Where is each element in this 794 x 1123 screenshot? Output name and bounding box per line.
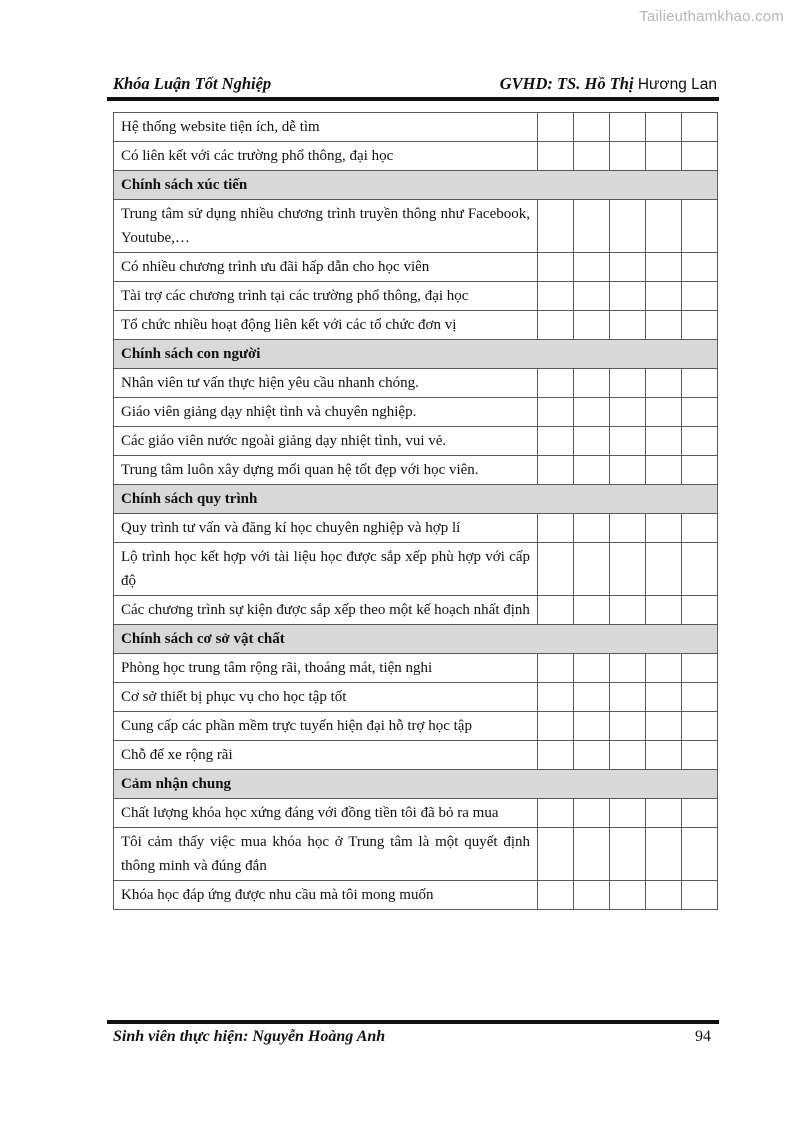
rating-cell xyxy=(646,741,682,770)
rating-cell xyxy=(682,456,718,485)
item-text-cell: Tôi cảm thấy việc mua khóa học ở Trung tâm là một quyết định thông minh và đúng đắn xyxy=(114,828,538,881)
rating-cell xyxy=(610,369,646,398)
rating-cell xyxy=(574,683,610,712)
rating-cell xyxy=(682,369,718,398)
rating-cell xyxy=(574,712,610,741)
item-text-cell: Nhân viên tư vấn thực hiện yêu cầu nhanh chóng. xyxy=(114,369,538,398)
rating-cell xyxy=(682,427,718,456)
table-row xyxy=(114,596,718,625)
section-header-cell: Chính sách quy trình xyxy=(114,485,718,514)
rating-cell xyxy=(610,683,646,712)
rating-cell xyxy=(538,654,574,683)
rating-cell xyxy=(538,311,574,340)
rating-cell xyxy=(610,543,646,596)
rating-cell xyxy=(538,514,574,543)
item-text-cell: Cung cấp các phần mềm trực tuyến hiện đại hỗ trợ học tập xyxy=(114,712,538,741)
rating-cell xyxy=(646,514,682,543)
section-row xyxy=(114,485,718,514)
rating-cell xyxy=(574,799,610,828)
rating-cell xyxy=(610,596,646,625)
rating-cell xyxy=(538,596,574,625)
table-row xyxy=(114,200,718,253)
rating-cell xyxy=(646,881,682,910)
rating-cell xyxy=(610,427,646,456)
table-row xyxy=(114,881,718,910)
item-text-cell: Quy trình tư vấn và đăng kí học chuyên nghiệp và hợp lí xyxy=(114,514,538,543)
item-text-cell: Giáo viên giảng dạy nhiệt tình và chuyên nghiệp. xyxy=(114,398,538,427)
item-text-cell: Lộ trình học kết hợp với tài liệu học được sắp xếp phù hợp với cấp độ xyxy=(114,543,538,596)
rating-cell xyxy=(574,514,610,543)
rating-cell xyxy=(538,427,574,456)
rating-cell xyxy=(646,799,682,828)
watermark: Tailieuthamkhao.com xyxy=(639,8,784,25)
header-supervisor-name: Hương Lan xyxy=(633,76,717,93)
rating-cell xyxy=(682,311,718,340)
rating-cell xyxy=(682,712,718,741)
rating-cell xyxy=(610,881,646,910)
rating-cell xyxy=(574,369,610,398)
rating-cell xyxy=(682,596,718,625)
table-row xyxy=(114,799,718,828)
rating-cell xyxy=(538,142,574,171)
rating-cell xyxy=(646,596,682,625)
rating-cell xyxy=(682,398,718,427)
page-header xyxy=(113,74,717,94)
rating-cell xyxy=(610,456,646,485)
page-footer xyxy=(113,1028,717,1046)
rating-cell xyxy=(646,456,682,485)
rating-cell xyxy=(646,142,682,171)
rating-cell xyxy=(538,369,574,398)
section-header-cell: Chính sách cơ sở vật chất xyxy=(114,625,718,654)
page-number: 94 xyxy=(695,1028,711,1045)
item-text-cell: Có nhiều chương trình ưu đãi hấp dẫn cho học viên xyxy=(114,253,538,282)
rating-cell xyxy=(574,200,610,253)
rating-cell xyxy=(610,200,646,253)
rating-cell xyxy=(682,200,718,253)
table-row xyxy=(114,683,718,712)
rating-cell xyxy=(682,683,718,712)
item-text-cell: Các chương trình sự kiện được sắp xếp theo một kế hoạch nhất định xyxy=(114,596,538,625)
rating-cell xyxy=(574,828,610,881)
item-text-cell: Tài trợ các chương trình tại các trường phổ thông, đại học xyxy=(114,282,538,311)
rating-cell xyxy=(538,113,574,142)
rating-cell xyxy=(538,282,574,311)
rating-cell xyxy=(538,881,574,910)
rating-cell xyxy=(610,113,646,142)
rating-cell xyxy=(646,828,682,881)
item-text-cell: Chỗ để xe rộng rãi xyxy=(114,741,538,770)
rating-cell xyxy=(610,253,646,282)
rating-cell xyxy=(574,881,610,910)
item-text-cell: Trung tâm luôn xây dựng mối quan hệ tốt đẹp với học viên. xyxy=(114,456,538,485)
rating-cell xyxy=(574,253,610,282)
rating-cell xyxy=(682,799,718,828)
rating-cell xyxy=(682,881,718,910)
rating-cell xyxy=(574,311,610,340)
rating-cell xyxy=(646,253,682,282)
rating-cell xyxy=(538,741,574,770)
rating-cell xyxy=(538,253,574,282)
table-row xyxy=(114,369,718,398)
footer-author: Sinh viên thực hiện: Nguyễn Hoàng Anh xyxy=(113,1028,386,1045)
rating-cell xyxy=(574,543,610,596)
rating-cell xyxy=(682,543,718,596)
rating-cell xyxy=(610,712,646,741)
table-row xyxy=(114,654,718,683)
table-row xyxy=(114,712,718,741)
rating-cell xyxy=(682,113,718,142)
rating-cell xyxy=(646,282,682,311)
rating-cell xyxy=(574,142,610,171)
rating-cell xyxy=(646,200,682,253)
rating-cell xyxy=(682,514,718,543)
rating-cell xyxy=(646,427,682,456)
table-row xyxy=(114,311,718,340)
section-header-cell: Chính sách xúc tiến xyxy=(114,171,718,200)
section-row xyxy=(114,625,718,654)
rating-cell xyxy=(682,142,718,171)
table-row xyxy=(114,514,718,543)
header-left-title: Khóa Luận Tốt Nghiệp xyxy=(113,74,272,93)
table-row xyxy=(114,253,718,282)
rating-cell xyxy=(538,200,574,253)
rating-cell xyxy=(538,398,574,427)
rating-cell xyxy=(610,654,646,683)
rating-cell xyxy=(610,741,646,770)
table-row xyxy=(114,543,718,596)
rating-cell xyxy=(646,113,682,142)
table-row xyxy=(114,142,718,171)
table-row xyxy=(114,456,718,485)
rating-cell xyxy=(610,828,646,881)
rating-cell xyxy=(574,654,610,683)
table-row xyxy=(114,741,718,770)
rating-cell xyxy=(646,712,682,741)
rating-cell xyxy=(538,456,574,485)
table-row xyxy=(114,828,718,881)
rating-cell xyxy=(574,456,610,485)
rating-cell xyxy=(574,741,610,770)
section-row xyxy=(114,340,718,369)
rating-cell xyxy=(646,654,682,683)
rating-cell xyxy=(610,142,646,171)
rating-cell xyxy=(610,799,646,828)
survey-table-body xyxy=(114,113,718,910)
item-text-cell: Có liên kết với các trường phổ thông, đại học xyxy=(114,142,538,171)
item-text-cell: Khóa học đáp ứng được nhu cầu mà tôi mong muốn xyxy=(114,881,538,910)
item-text-cell: Phòng học trung tâm rộng rãi, thoáng mát, tiện nghi xyxy=(114,654,538,683)
rating-cell xyxy=(646,398,682,427)
rating-cell xyxy=(610,514,646,543)
rating-cell xyxy=(538,712,574,741)
rating-cell xyxy=(646,543,682,596)
table-row xyxy=(114,282,718,311)
footer-rule xyxy=(107,1020,719,1024)
rating-cell xyxy=(574,596,610,625)
table-row xyxy=(114,427,718,456)
rating-cell xyxy=(574,113,610,142)
table-row xyxy=(114,113,718,142)
item-text-cell: Các giáo viên nước ngoài giảng dạy nhiệt tình, vui vẻ. xyxy=(114,427,538,456)
item-text-cell: Hệ thống website tiện ích, dễ tìm xyxy=(114,113,538,142)
rating-cell xyxy=(682,828,718,881)
header-supervisor-label: GVHD: TS. Hồ Thị xyxy=(499,74,634,93)
rating-cell xyxy=(538,828,574,881)
rating-cell xyxy=(538,683,574,712)
section-header-cell: Chính sách con người xyxy=(114,340,718,369)
section-header-cell: Cảm nhận chung xyxy=(114,770,718,799)
rating-cell xyxy=(610,398,646,427)
rating-cell xyxy=(646,311,682,340)
header-rule xyxy=(107,97,719,101)
rating-cell xyxy=(646,369,682,398)
rating-cell xyxy=(538,799,574,828)
rating-cell xyxy=(682,741,718,770)
item-text-cell: Chất lượng khóa học xứng đáng với đồng tiền tôi đã bỏ ra mua xyxy=(114,799,538,828)
table-row xyxy=(114,398,718,427)
survey-table xyxy=(113,112,718,910)
section-row xyxy=(114,171,718,200)
rating-cell xyxy=(682,253,718,282)
rating-cell xyxy=(682,654,718,683)
rating-cell xyxy=(610,311,646,340)
header-right-title xyxy=(500,74,717,94)
rating-cell xyxy=(610,282,646,311)
item-text-cell: Tổ chức nhiều hoạt động liên kết với các tổ chức đơn vị xyxy=(114,311,538,340)
rating-cell xyxy=(682,282,718,311)
rating-cell xyxy=(574,398,610,427)
rating-cell xyxy=(574,427,610,456)
section-row xyxy=(114,770,718,799)
rating-cell xyxy=(646,683,682,712)
rating-cell xyxy=(538,543,574,596)
item-text-cell: Trung tâm sử dụng nhiều chương trình truyền thông như Facebook, Youtube,… xyxy=(114,200,538,253)
item-text-cell: Cơ sở thiết bị phục vụ cho học tập tốt xyxy=(114,683,538,712)
rating-cell xyxy=(574,282,610,311)
